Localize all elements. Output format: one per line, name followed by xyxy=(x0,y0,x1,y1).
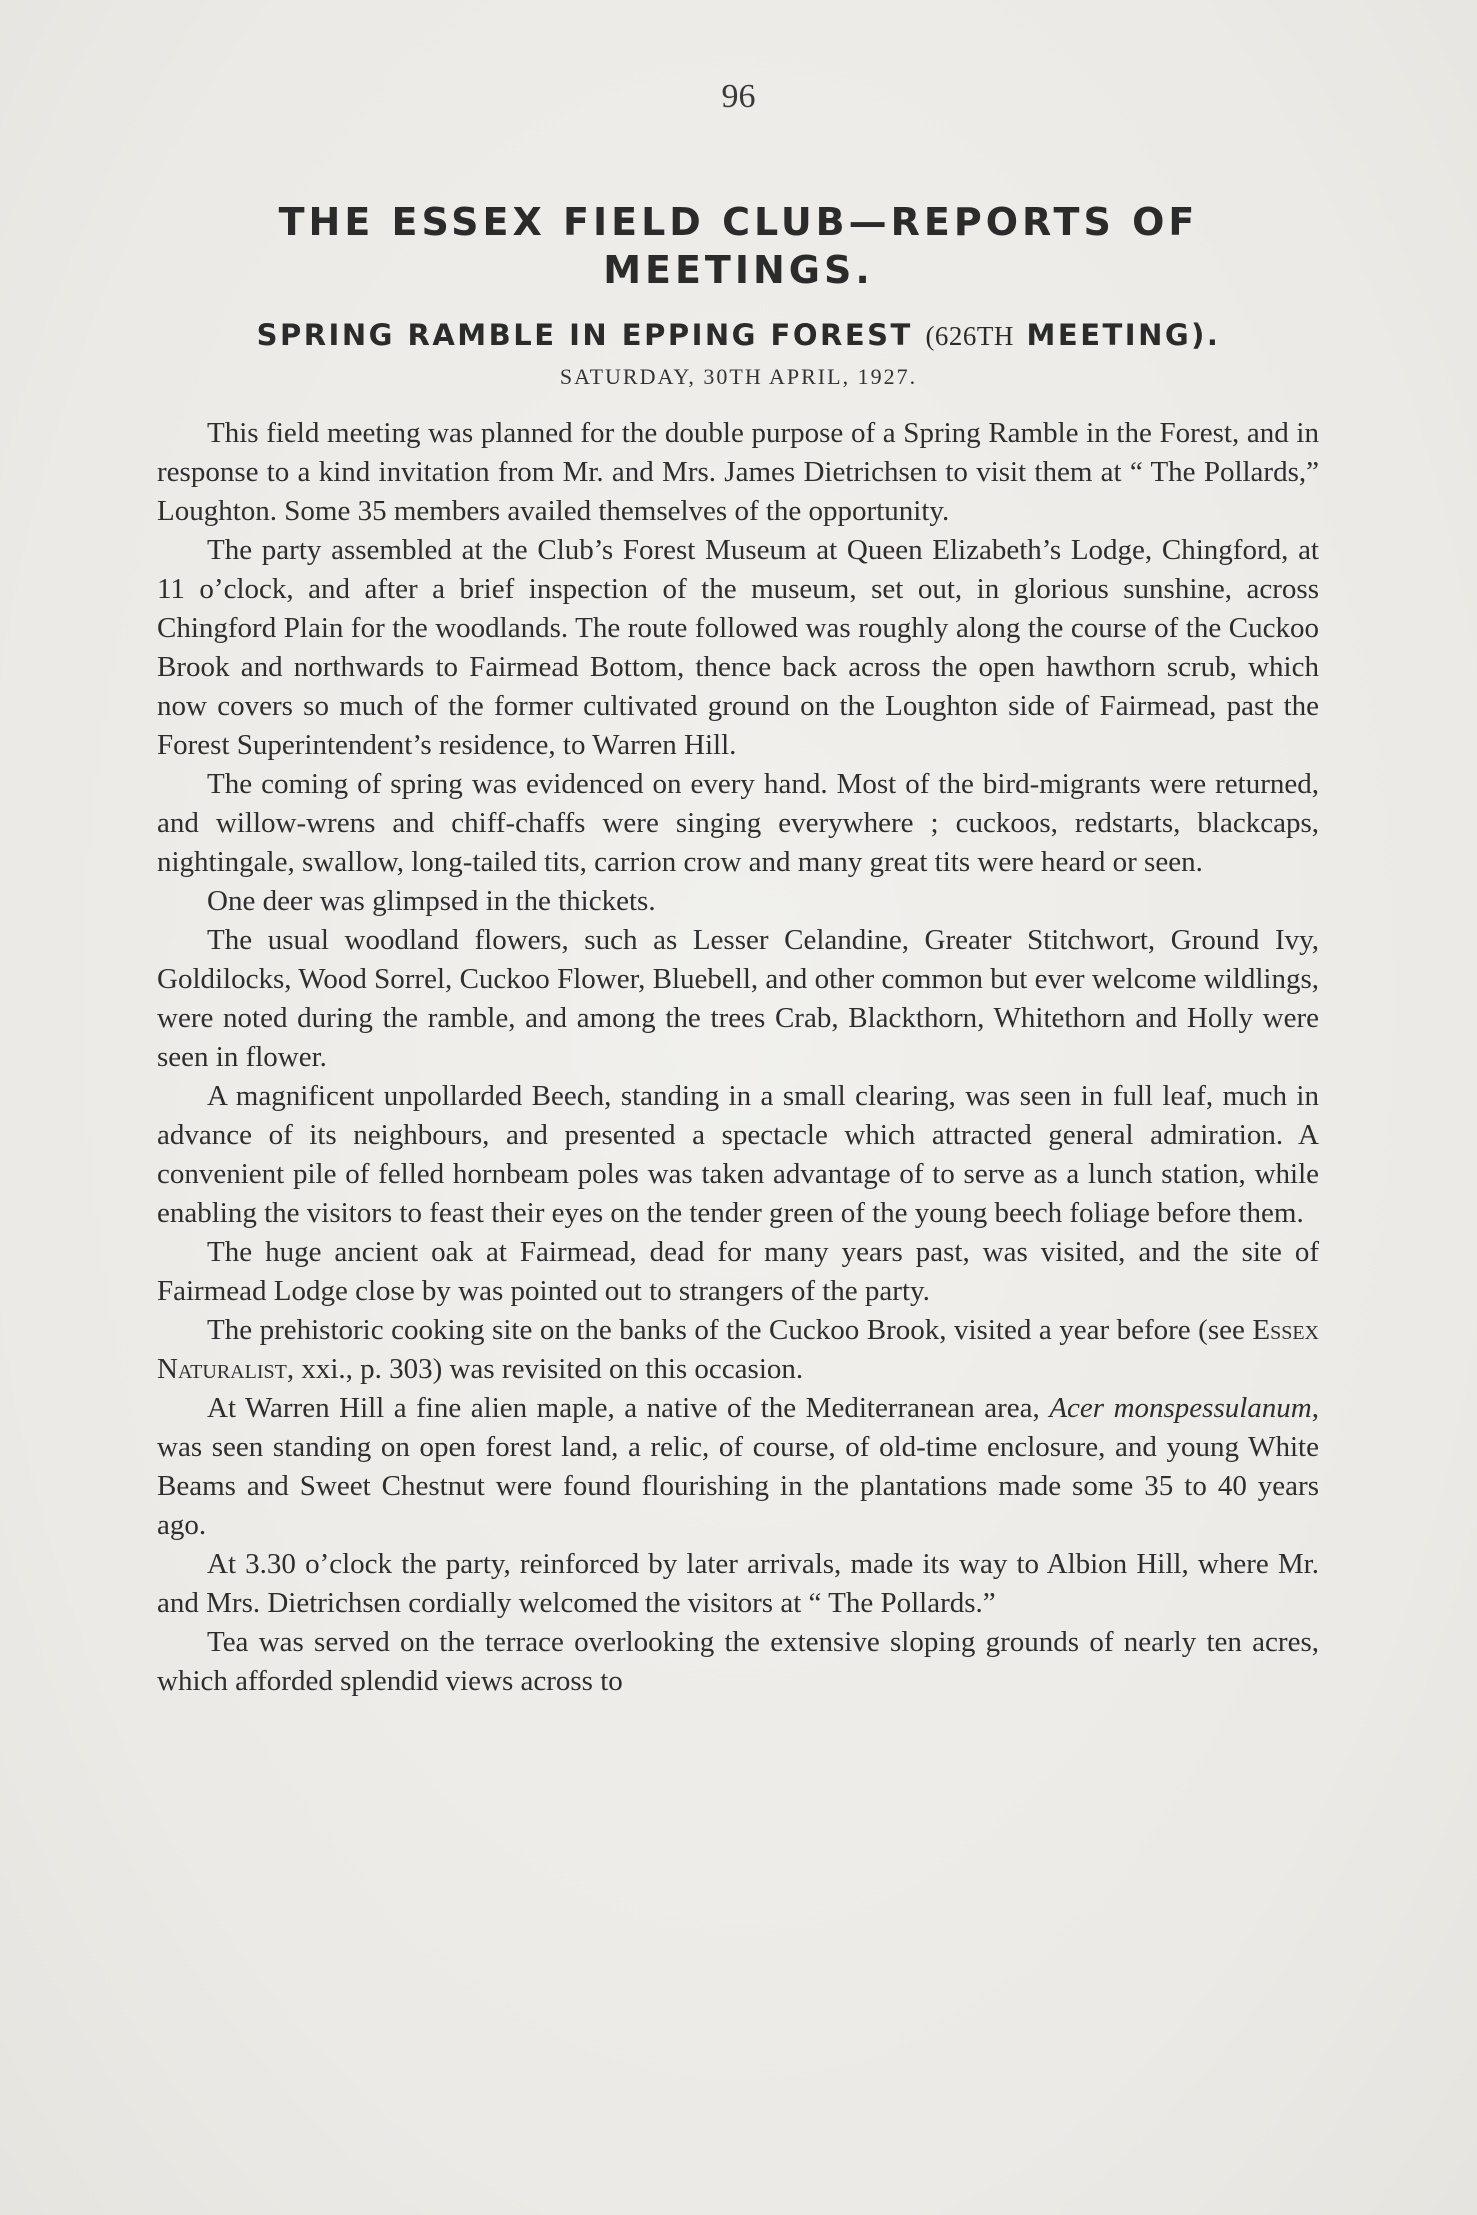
paragraph-cooking-site xyxy=(157,1311,1319,1389)
paragraph: The coming of spring was evidenced on every hand. Most of the bird-migrants were returned, and willow-wrens and chiff-chaffs were singing everywhere ; cuckoos, redstarts, blackcaps, nightingale, swallow, long-tailed tits, carrion crow and many great tits were heard or seen. xyxy=(157,768,1319,878)
paragraph: This field meeting was planned for the double purpose of a Spring Ramble in the Forest, and in response to a kind invitation from Mr. and Mrs. James Dietrichsen to visit them at “ The Pollards,” Loughton. Some 35 members availed themselves of the opportunity. xyxy=(157,417,1319,527)
page-title: THE ESSEX FIELD CLUB—REPORTS OF MEETINGS. xyxy=(278,200,1199,292)
meeting-ordinal: (626TH xyxy=(925,321,1014,351)
meeting-heading-text: SPRING RAMBLE IN EPPING FOREST xyxy=(256,318,913,352)
species-name: Acer monspessulanum xyxy=(1049,1392,1312,1424)
report-body xyxy=(157,414,1319,1701)
page-number: 96 xyxy=(721,78,756,115)
paragraph: The usual woodland flowers, such as Lesser Celandine, Greater Stitchwort, Ground Ivy, Goldilocks, Wood Sorrel, Cuckoo Flower, Bluebell, and other common but ever welcome wildlings, were noted during the ramble, and among the trees Crab, Blackthorn, Whitethorn and Holly were seen in flower. xyxy=(157,924,1319,1073)
cooking-text-before: The prehistoric cooking site on the banks of the Cuckoo Brook, visited a year before (see xyxy=(207,1314,1253,1346)
maple-text-after: , was seen standing on open forest land, a relic, of course, of old-time enclosure, and young White Beams and Sweet Chestnut were found flourishing in the plantations made some 35 to 40 years ago. xyxy=(157,1392,1319,1541)
journal-reference: Essex Naturalist xyxy=(157,1314,1319,1385)
meeting-date: SATURDAY, 30TH APRIL, 1927. xyxy=(559,364,918,389)
paragraph: Tea was served on the terrace overlooking the extensive sloping grounds of nearly ten acres, which afforded splendid views across to xyxy=(157,1626,1319,1697)
meeting-heading-end: MEETING). xyxy=(1026,318,1221,352)
paragraph: The huge ancient oak at Fairmead, dead for many years past, was visited, and the site of Fairmead Lodge close by was pointed out to strangers of the party. xyxy=(157,1236,1319,1307)
paragraph: A magnificent unpollarded Beech, standing in a small clearing, was seen in full leaf, much in advance of its neighbours, and presented a spectacle which attracted general admiration. A convenient pile of felled hornbeam poles was taken advantage of to serve as a lunch station, while enabling the visitors to feast their eyes on the tender green of the young beech foliage before them. xyxy=(157,1080,1319,1229)
paragraph: One deer was glimpsed in the thickets. xyxy=(207,885,656,917)
paragraph: At 3.30 o’clock the party, reinforced by later arrivals, made its way to Albion Hill, where Mr. and Mrs. Dietrichsen cordially welcomed the visitors at “ The Pollards.” xyxy=(157,1548,1319,1619)
cooking-text-after: , xxi., p. 303) was revisited on this occasion. xyxy=(286,1353,804,1385)
paragraph-maple xyxy=(157,1389,1319,1545)
paragraph: The party assembled at the Club’s Forest Museum at Queen Elizabeth’s Lodge, Chingford, at 11 o’clock, and after a brief inspection of the museum, set out, in glorious sunshine, across Chingford Plain for the woodlands. The route followed was roughly along the course of the Cuckoo Brook and northwards to Fairmead Bottom, thence back across the open hawthorn scrub, which now covers so much of the former cultivated ground on the Loughton side of Fairmead, past the Forest Superintendent’s residence, to Warren Hill. xyxy=(157,534,1319,761)
meeting-heading xyxy=(0,318,1477,352)
maple-text-before: At Warren Hill a fine alien maple, a native of the Mediterranean area, xyxy=(207,1392,1050,1424)
